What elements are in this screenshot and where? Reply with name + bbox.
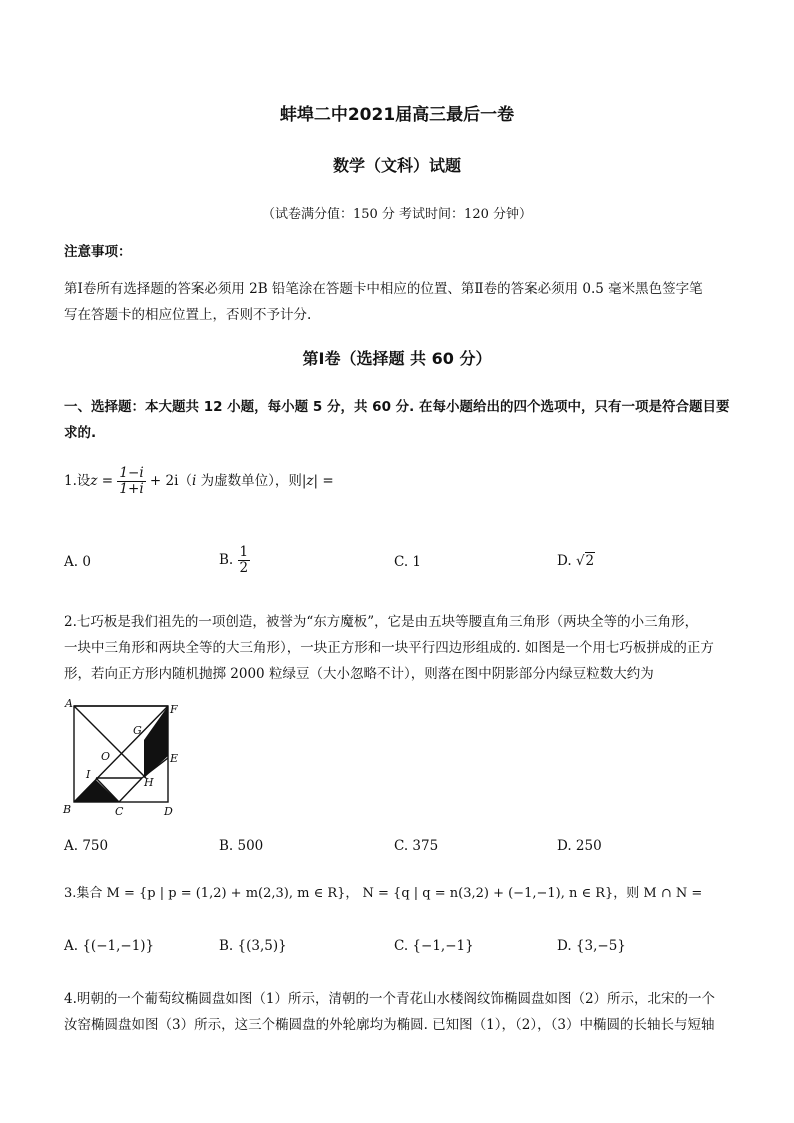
q3-option-a: A. {(−1,−1)} (64, 938, 155, 954)
question-4-line-2: 汝窑椭圆盘如图（3）所示，这三个椭圆盘的外轮廓均为椭圆. 已知图（1），（2），（3）中椭圆的长轴长与短轴 (64, 1017, 715, 1033)
notice-line-2: 写在答题卡的相应位置上，否则不予计分. (64, 307, 312, 323)
question-4-line-1: 4.明朝的一个葡萄纹椭圆盘如图（1）所示，清朝的一个青花山水楼阁纹饰椭圆盘如图（2）所示，北宋的一个 (64, 991, 716, 1007)
question-2-line-2: 一块中三角形和两块全等的大三角形），一块正方形和一块平行四边形组成的. 如图是一个用七巧板拼成的正方 (64, 640, 714, 656)
exam-title: 蚌埠二中2021届高三最后一卷 (279, 105, 515, 125)
exam-meta: （试卷满分值：150 分 考试时间：120 分钟） (261, 207, 533, 222)
label-d: D (164, 805, 173, 818)
notice-line-1: 第Ⅰ卷所有选择题的答案必须用 2B 铅笔涂在答题卡中相应的位置、第Ⅱ卷的答案必须用 0.5 毫米黑色签字笔 (64, 281, 703, 297)
tangram-figure (60, 698, 190, 822)
label-e: E (170, 752, 179, 765)
q2-option-a: A. 750 (64, 838, 109, 854)
q2-option-b: B. 500 (219, 838, 264, 854)
part1-title: 第Ⅰ卷（选择题 共 60 分） (302, 349, 492, 368)
question-2-line-3: 形，若向正方形内随机抛掷 2000 粒绿豆（大小忽略不计），则落在图中阴影部分内绿豆粒数大约为 (64, 666, 654, 682)
label-f: F (170, 703, 178, 716)
subject-title: 数学（文科）试题 (332, 156, 461, 175)
label-g: G (133, 724, 142, 737)
q1-option-a: A. 0 (64, 554, 91, 570)
label-c: C (115, 805, 124, 818)
label-i: I (86, 768, 91, 781)
question-3-stem: 3.集合 M = {p | p = (1,2) + m(2,3), m ∈ R}， N = {q | q = n(3,2) + (−1,−1), n ∈ R}，则 M ∩ N = (64, 886, 703, 901)
label-h: H (144, 776, 154, 789)
part1-instructions-line-2: 求的. (64, 425, 97, 441)
q3-option-d: D. {3,−5} (557, 938, 626, 954)
question-2-line-1: 2.七巧板是我们祖先的一项创造，被誉为“东方魔板”，它是由五块等腰直角三角形（两块全等的小三角形， (64, 614, 699, 630)
q1-option-d: D. √2 (557, 553, 595, 569)
notice-heading: 注意事项： (64, 244, 132, 260)
question-1-stem: 1.设z = $\frac{1-i}{1+i}$ + 2i（i 为虚数单位），则|z| = (64, 465, 334, 497)
q3-option-c: C. {−1,−1} (394, 938, 474, 954)
q2-option-c: C. 375 (394, 838, 439, 854)
label-a: A (65, 698, 73, 710)
label-o: O (101, 750, 111, 763)
part1-instructions-line-1: 一、选择题：本大题共 12 小题，每小题 5 分，共 60 分. 在每小题给出的四个选项中，只有一项是符合题目要 (64, 399, 730, 415)
shaded-triangle (74, 780, 119, 802)
q3-option-b: B. {(3,5)} (219, 938, 287, 954)
q2-option-d: D. 250 (557, 838, 602, 854)
q1-fraction: $\frac{1-i}{1+i}$ (119, 465, 144, 497)
label-b: B (63, 803, 72, 816)
q1-option-b: B. $\frac{1}{2}$ (219, 544, 249, 576)
q1-option-c: C. 1 (394, 554, 422, 570)
